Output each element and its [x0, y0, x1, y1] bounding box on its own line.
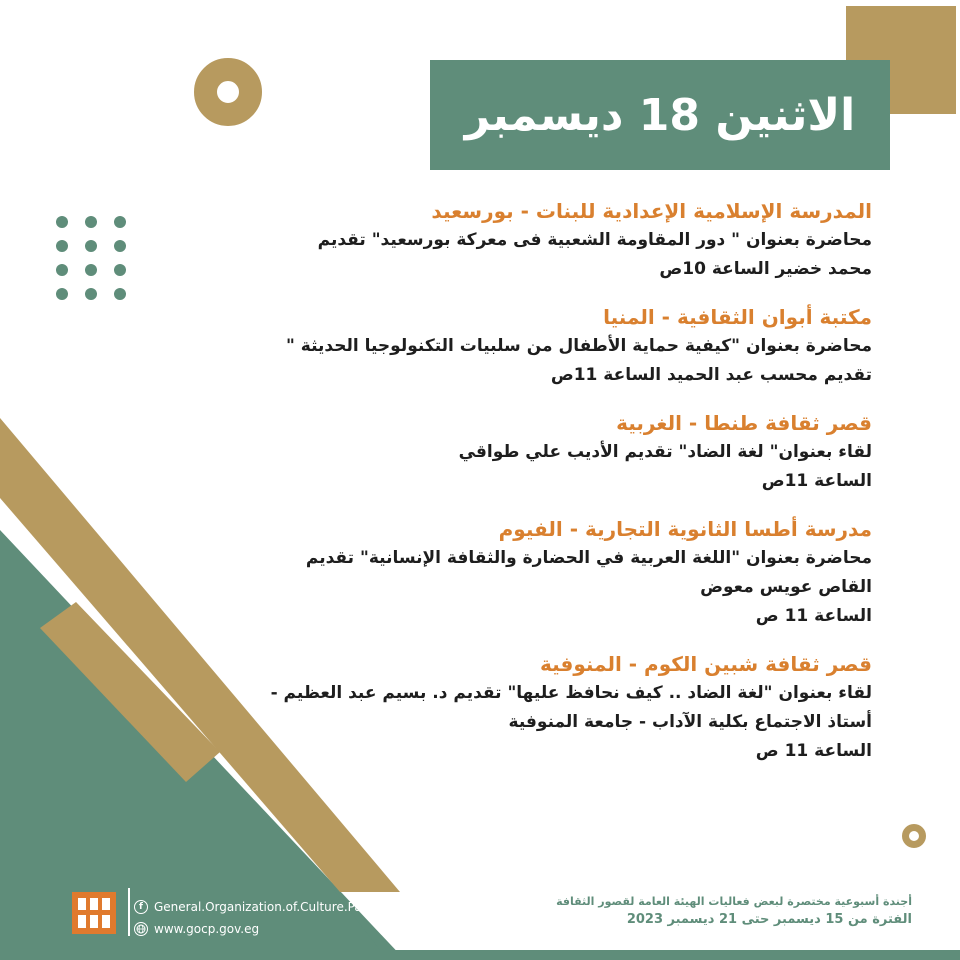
- ring-decoration-large: [194, 58, 262, 126]
- event-line: القاص عويس معوض: [700, 577, 872, 597]
- event-item: [232, 514, 872, 631]
- dot: [85, 216, 97, 228]
- dot: [56, 288, 68, 300]
- dot: [56, 240, 68, 252]
- event-line: تقديم محسب عبد الحميد الساعة 11ص: [550, 365, 872, 385]
- dot: [114, 288, 126, 300]
- dot: [85, 240, 97, 252]
- event-item: [232, 196, 872, 284]
- website-text: www.gocp.gov.eg: [154, 922, 260, 936]
- date-header: [430, 60, 890, 170]
- event-line: الساعة 11 ص: [755, 606, 872, 626]
- event-title: قصر ثقافة طنطا - الغربية: [616, 411, 872, 435]
- event-title: المدرسة الإسلامية الإعدادية للبنات - بورسعيد: [431, 199, 872, 223]
- dot: [56, 264, 68, 276]
- event-line: محاضرة بعنوان "اللغة العربية في الحضارة والثقافة الإنسانية" تقديم: [305, 548, 872, 568]
- event-line: محمد خضير الساعة 10ص: [659, 259, 872, 279]
- agenda-line-1: أجندة أسبوعية مختصرة لبعض فعاليات الهيئة العامة لقصور الثقافة: [556, 895, 912, 908]
- dot: [56, 216, 68, 228]
- event-title: مكتبة أبوان الثقافية - المنيا: [603, 305, 872, 329]
- facebook-link[interactable]: [134, 896, 393, 918]
- date-title: الاثنين 18 ديسمبر: [464, 89, 856, 141]
- event-title: مدرسة أطسا الثانوية التجارية - الفيوم: [498, 517, 872, 541]
- dot: [85, 288, 97, 300]
- dot-grid-decoration: [56, 216, 132, 302]
- agenda-note: [556, 893, 912, 929]
- facebook-text: General.Organization.of.Culture.Palaces: [154, 900, 393, 914]
- ring-decoration-small: [902, 824, 926, 848]
- dot: [85, 264, 97, 276]
- event-item: [232, 408, 872, 496]
- gocp-logo: [72, 888, 116, 938]
- social-links: [134, 896, 393, 940]
- event-line: الساعة 11ص: [761, 471, 872, 491]
- event-title: قصر ثقافة شبين الكوم - المنوفية: [539, 652, 872, 676]
- event-line: لقاء بعنوان "لغة الضاد .. كيف نحافظ عليها" تقديم د. بسيم عبد العظيم -: [270, 683, 872, 703]
- event-line: أستاذ الاجتماع بكلية الآداب - جامعة المنوفية: [508, 712, 872, 732]
- event-item: [232, 302, 872, 390]
- agenda-line-2: الفترة من 15 ديسمبر حتى 21 ديسمبر 2023: [626, 912, 912, 927]
- event-line: الساعة 11 ص: [755, 741, 872, 761]
- event-line: محاضرة بعنوان "كيفية حماية الأطفال من سلبيات التكنولوجيا الحديثة ": [286, 336, 872, 356]
- globe-icon: [134, 922, 148, 936]
- dot: [114, 240, 126, 252]
- facebook-icon: f: [134, 900, 148, 914]
- event-line: محاضرة بعنوان " دور المقاومة الشعبية فى معركة بورسعيد" تقديم: [317, 230, 872, 250]
- events-list: [232, 196, 872, 784]
- footer-divider: [128, 888, 130, 936]
- event-item: [232, 649, 872, 766]
- dot: [114, 264, 126, 276]
- dot: [114, 216, 126, 228]
- event-line: لقاء بعنوان" لغة الضاد" تقديم الأديب علي طواقي: [458, 442, 872, 462]
- website-link[interactable]: [134, 918, 393, 940]
